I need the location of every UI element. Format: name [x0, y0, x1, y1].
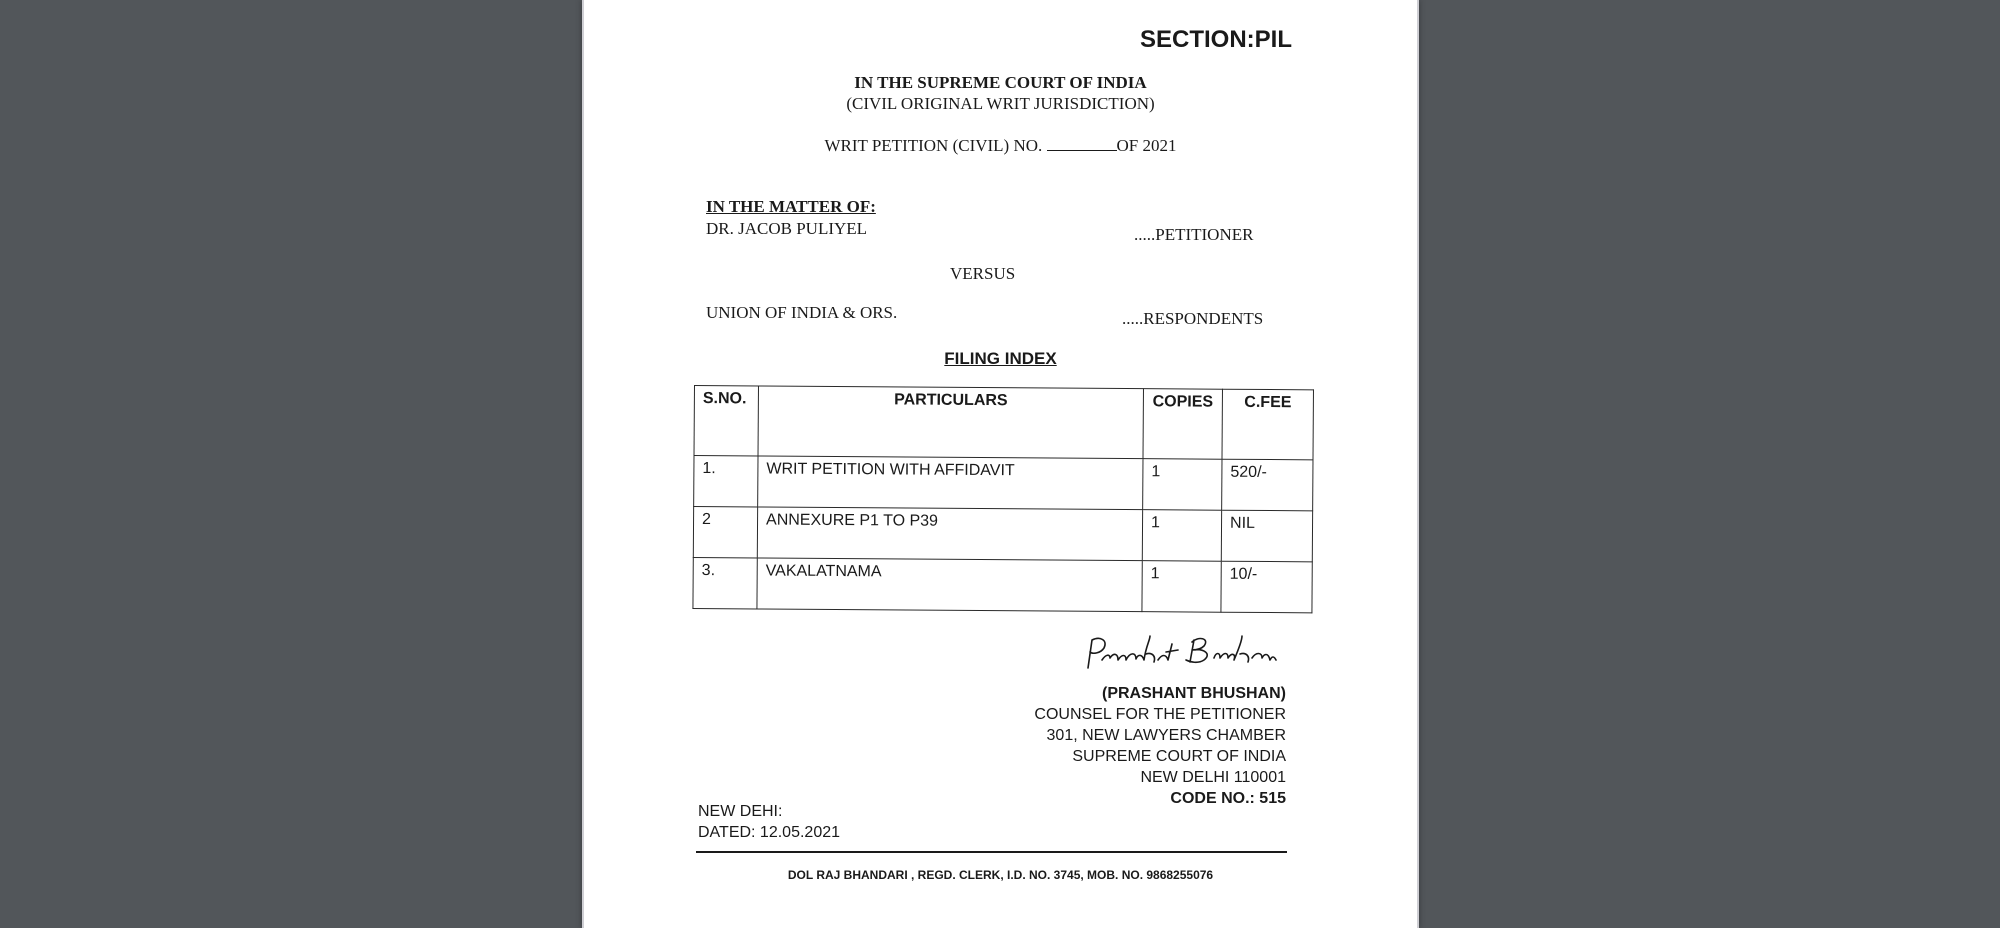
petition-number-line	[582, 136, 1419, 156]
counsel-address-line: NEW DELHI 110001	[1140, 769, 1286, 786]
counsel-code: CODE NO.: 515	[1170, 790, 1286, 807]
document-page	[582, 0, 1419, 928]
jurisdiction: (CIVIL ORIGINAL WRIT JURISDICTION)	[846, 94, 1155, 113]
petition-number-blank	[1047, 136, 1117, 151]
row-copies: 1	[1142, 510, 1221, 562]
respondent-name: UNION OF INDIA & ORS.	[706, 303, 898, 322]
counsel-address-line: SUPREME COURT OF INDIA	[1072, 748, 1286, 765]
row-fee: NIL	[1221, 510, 1312, 562]
row-sno: 2	[693, 507, 757, 558]
row-sno: 3.	[693, 557, 757, 608]
court-title: IN THE SUPREME COURT OF INDIA	[854, 73, 1147, 92]
petitioner-role: .....PETITIONER	[1134, 225, 1254, 244]
filing-index-table	[692, 385, 1314, 613]
petitioner-name: DR. JACOB PULIYEL	[706, 219, 868, 238]
row-fee: 10/-	[1221, 561, 1312, 613]
row-sno: 1.	[694, 456, 758, 507]
filing-index-title: FILING INDEX	[944, 349, 1057, 368]
place-label: NEW DEHI:	[698, 803, 783, 820]
column-header-fee: C.FEE	[1222, 389, 1313, 460]
column-header-particulars: PARTICULARS	[758, 386, 1143, 459]
counsel-name: (PRASHANT BHUSHAN)	[1102, 685, 1286, 702]
counsel-block	[1034, 683, 1286, 809]
row-particulars: ANNEXURE P1 TO P39	[757, 507, 1142, 561]
row-particulars: WRIT PETITION WITH AFFIDAVIT	[758, 456, 1143, 510]
column-header-copies: COPIES	[1143, 389, 1222, 460]
row-copies: 1	[1143, 459, 1222, 511]
counsel-address-line: 301, NEW LAWYERS CHAMBER	[1046, 727, 1286, 744]
clerk-details: DOL RAJ BHANDARI , REGD. CLERK, I.D. NO. 3745, MOB. NO. 9868255076	[787, 868, 1214, 882]
row-particulars: VAKALATNAMA	[757, 558, 1142, 612]
table-header-row	[694, 386, 1313, 460]
counsel-designation: COUNSEL FOR THE PETITIONER	[1034, 706, 1286, 723]
counsel-signature	[1080, 632, 1280, 676]
matter-heading: IN THE MATTER OF:	[706, 197, 876, 216]
petition-prefix: WRIT PETITION (CIVIL) NO.	[824, 136, 1043, 155]
respondent-role: .....RESPONDENTS	[1122, 309, 1264, 328]
petition-suffix: OF 2021	[1116, 136, 1177, 155]
row-copies: 1	[1142, 561, 1221, 613]
date-label: DATED: 12.05.2021	[698, 824, 841, 841]
table-row	[693, 507, 1312, 562]
row-fee: 520/-	[1222, 459, 1313, 511]
column-header-sno: S.NO.	[694, 386, 758, 456]
section-label: SECTION:PIL	[1140, 26, 1293, 53]
footer-divider	[696, 851, 1287, 853]
table-row	[693, 557, 1312, 612]
versus-label: VERSUS	[950, 264, 1016, 283]
table-row	[694, 456, 1313, 511]
